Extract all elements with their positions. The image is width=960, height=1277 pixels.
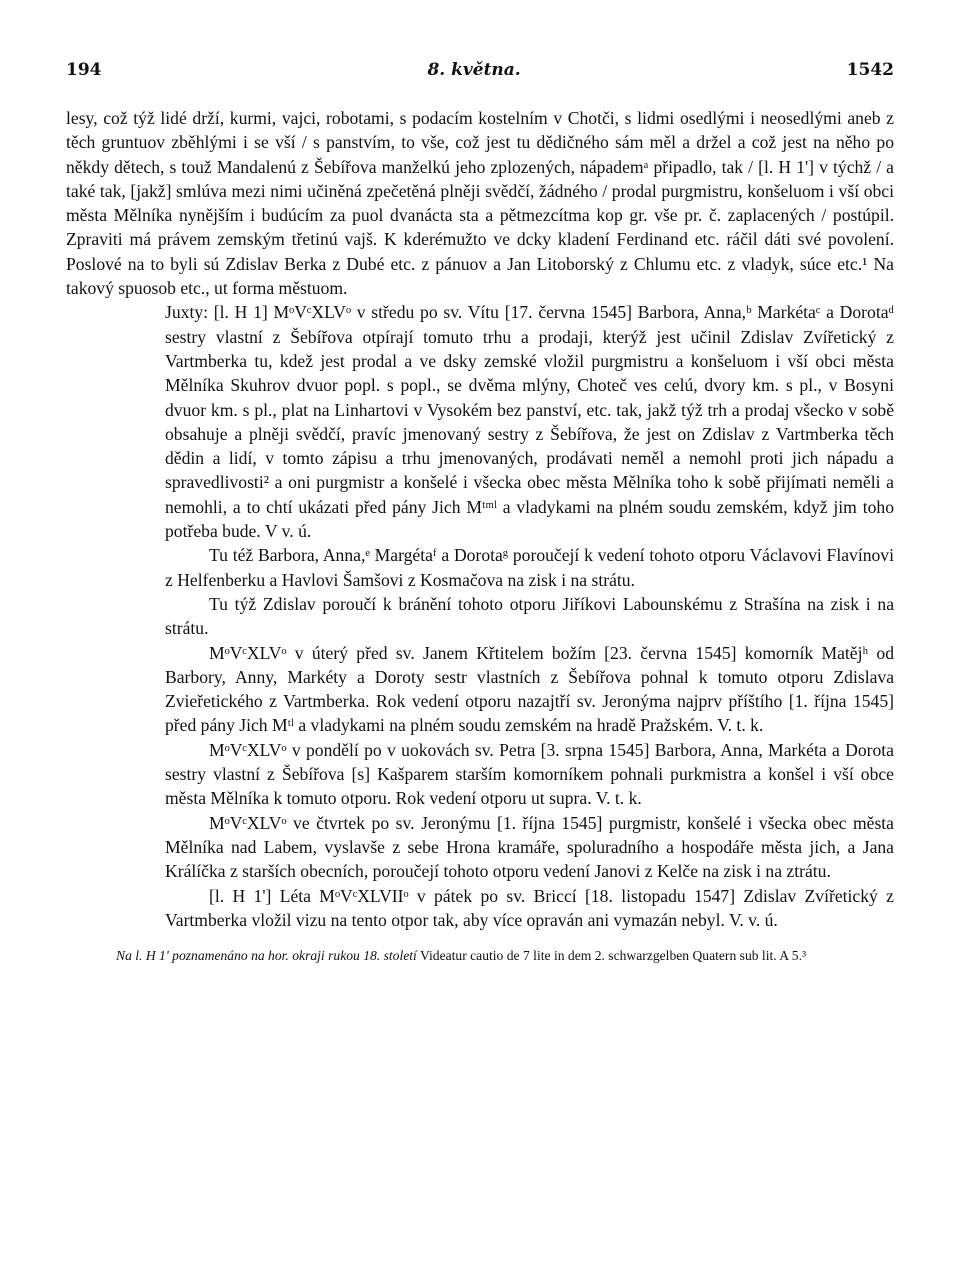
paragraph-6: MᵒVᶜXLVᵒ v pondělí po v uokovách sv. Petra [3. srpna 1545] Barbora, Anna, Markéta a Dorota sestry vlastní z Šebířova [s] Kašparem starším komorníkem pohnali purkmistra a konšel i vší obce města Mělníka k tomuto otporu. Rok vedení otporu ut supra. V. t. k. — [165, 739, 894, 809]
paragraph-5: MᵒVᶜXLVᵒ v úterý před sv. Janem Křtitelem božím [23. června 1545] komorník Matějʰ od Barbory, Anny, Markéty a Doroty sestr vlastních z Šebířova pohnal k tomuto otporu Zdislava Zvieřetického z Vartmberka. Rok vedení otporu nazajtří sv. Jeronýma najprv příštího [1. října 1545] před pány Jich Mᵗˡ a vladykami na plném soudu zemském na hradě Pražském. V. t. k. — [165, 642, 894, 736]
footnote-text: Videatur cautio de 7 lite in dem 2. schwarzgelben Quatern sub lit. A 5.³ — [420, 948, 807, 964]
paragraph-3: Tu též Barbora, Anna,ᵉ Margétaᶠ a Dorotaᵍ poroučejí k vedení tohoto otporu Václavovi Flavínovi z Helfenberku a Havlovi Šamšovi z Kosmačova na zisk i na strátu. — [165, 545, 894, 590]
indented-block — [66, 300, 894, 932]
paragraph-4: Tu týž Zdislav poroučí k bránění tohoto otporu Jiříkovi Labounskému z Strašína na zisk i na strátu. — [165, 593, 894, 639]
paragraph-8: [l. H 1'] Léta MᵒVᶜXLVIIᵒ v pátek po sv. Briccí [18. listopadu 1547] Zdislav Zvířetický z Vartmberka vložil vizu na tento otpor tak, aby více opraván ani vymazán nebyl. V. v. ú. — [165, 885, 894, 930]
footnote-italic: Na l. H 1' poznamenáno na hor. okraji rukou 18. století — [116, 948, 417, 964]
paragraph-1: lesy, což týž lidé drží, kurmi, vajci, robotami, s podacím kostelním v Chotči, s lidmi osedlými i neosedlými aneb z těch gruntuov zběhlými i se vší / s panstvím, to vše, což jest tu dědičného sám měl a držel a což jest na něho po někdy dětech, s touž Mandalenú z Šebířova manželkú jeho zplozených, nápademᵃ připadlo, tak / [l. H 1'] v týchž / a také tak, [jakž] smlúva mezi nimi učiněná zpečetěná plněji svědčí, žádného / prodal purgmistru, konšeluom i vší obci města Mělníka nynějším i budúcím za puol dvanácta sta a pětmezcítma kop gr. vše pr. č. zaplacených / postúpil. Zpraviti má právem zemským třetinú vajš. K kderémužto ve dcky kladení Ferdinand etc. ráčil dáti své povolení. Poslové na to byli sú Zdislav Berka z Dubé etc. z pánuov a Jan Litoborský z Chlumu etc. z vladyk, súce etc.¹ Na takový spuosob etc., ut forma městuom. — [66, 108, 894, 299]
footnote — [66, 946, 894, 966]
paragraph-2: Juxty: [l. H 1] MᵒVᶜXLVᵒ v středu po sv. Vítu [17. června 1545] Barbora, Anna,ᵇ Markétaᶜ a Dorotaᵈ sestry vlastní z Šebířova otpírají tomuto trhu a prodaji, kterýž jest učinil Zdislav Zvířetický z Vartmberka tu, kdež jest prodal a ve dsky zemské vložil purgmistru a konšeluom i vší obci města Mělníka Skuhrov dvuor popl. s popl., se dvěma mlýny, Choteč ves celú, dvory km. s pl., v Bosyni dvuor km. s pl., plat na Linhartovi v Vysokém bez panství, etc. tak, jakž týž trh a prodaj všecko v sobě obsahuje a plněji svědčí, pravíc jmenovaný sestry z Šebířova, že jest on Zdislav z Vartmberka těch dědin a lidí, v tomto zápisu a trhu jmenovaných, prodávati neměl a nemohl proti jich nápadu a spravedlivosti² a oni purgmistr a konšelé i všecka obec města Mělníka toho k sobě přijímati neměli a nemohli, a to chtí ukázati před pány Jich Mᵗᵐˡ a vladykami na plném soudu zemském, když jim toho potřeba bude. V v. ú. — [165, 302, 894, 542]
header-year: 1542 — [846, 60, 894, 80]
page-number: 194 — [66, 60, 102, 80]
header-date: 8. května. — [427, 60, 521, 80]
running-header — [66, 60, 894, 80]
paragraph-7: MᵒVᶜXLVᵒ ve čtvrtek po sv. Jeronýmu [1. října 1545] purgmistr, konšelé i všecka obec města Mělníka nad Labem, vyslavše z sebe Hrona kramáře, spoluradního a hospodáře města jich, a Jana Králíčka z starších obecních, poroučejí tohoto otporu vedení Janovi z Kelče na zisk i na ztrátu. — [165, 812, 894, 882]
document-body — [66, 106, 894, 932]
